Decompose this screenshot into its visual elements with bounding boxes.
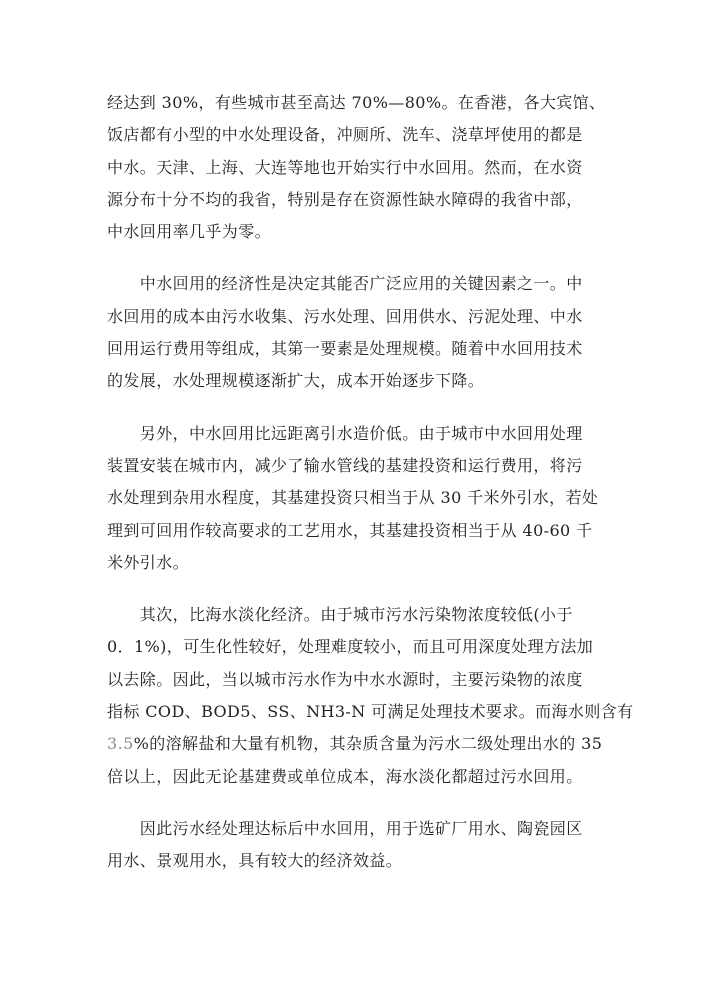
paragraph-1 — [107, 87, 606, 248]
text-line: 饭店都有小型的中水处理设备，冲厕所、洗车、浇草坪使用的都是 — [107, 125, 583, 145]
text-line: 装置安装在城市内，减少了输水管线的基建投资和运行费用，将污 — [107, 455, 583, 475]
paragraph-3 — [107, 418, 597, 579]
text-line: 的发展，水处理规模逐渐扩大，成本开始逐步下降。 — [107, 371, 485, 391]
text-line: 倍以上，因此无论基建费或单位成本，海水淡化都超过污水回用。 — [107, 766, 583, 786]
text-line: 经达到 30%，有些城市甚至高达 70%—80%。在香港，各大宾馆、 — [107, 93, 606, 112]
text-line: 因此污水经处理达标后中水回用，用于选矿厂用水、陶瓷园区 — [107, 818, 583, 838]
text-line: 源分布十分不均的我省，特别是存在资源性缺水障碍的我省中部， — [107, 189, 583, 209]
paragraph-2 — [107, 268, 597, 397]
text-line: 中水回用的经济性是决定其能否广泛应用的关键因素之一。中 — [107, 274, 583, 294]
text-line: 另外，中水回用比远距离引水造价低。由于城市中水回用处理 — [107, 423, 583, 443]
text-line: 水处理到杂用水程度，其基建投资只相当于从 30 千米外引水，若处 — [107, 488, 599, 508]
text-line: 其次，比海水淡化经济。由于城市污水污染物浓度较低(小于 — [107, 605, 573, 625]
paragraph-spacer — [107, 579, 597, 599]
text-line-rest: %的溶解盐和大量有机物，其杂质含量为污水二级处理出水的 35 — [133, 734, 603, 754]
paragraph-spacer — [107, 793, 597, 813]
text-line: 水回用的成本由污水收集、污水处理、回用供水、污泥处理、中水 — [107, 306, 583, 326]
document-body — [107, 87, 634, 878]
text-line: 中水。天津、上海、大连等地也开始实行中水回用。然而，在水资 — [107, 157, 583, 177]
text-line: 回用运行费用等组成，其第一要素是处理规模。随着中水回用技术 — [107, 339, 583, 359]
text-line: 中水回用率几乎为零。 — [107, 222, 272, 242]
paragraph-spacer — [107, 398, 597, 418]
text-line: 指标 COD、BOD5、SS、NH3-N 可满足处理技术要求。而海水则含有 — [107, 702, 634, 722]
text-line: 0．1%)，可生化性较好，处理难度较小，而且可用深度处理方法加 — [107, 637, 594, 657]
text-line: 理到可回用作较高要求的工艺用水，其基建投资相当于从 40-60 千 — [107, 520, 593, 540]
text-line: 用水、景观用水，具有较大的经济效益。 — [107, 851, 403, 871]
paragraph-4 — [107, 599, 634, 793]
paragraph-spacer — [107, 248, 597, 268]
text-line: 米外引水。 — [107, 552, 190, 572]
paragraph-5 — [107, 813, 597, 878]
text-line: 以去除。因此，当以城市污水作为中水水源时，主要污染物的浓度 — [107, 669, 583, 689]
text-line — [107, 728, 603, 760]
gray-number-text: 3.5 — [107, 734, 134, 754]
